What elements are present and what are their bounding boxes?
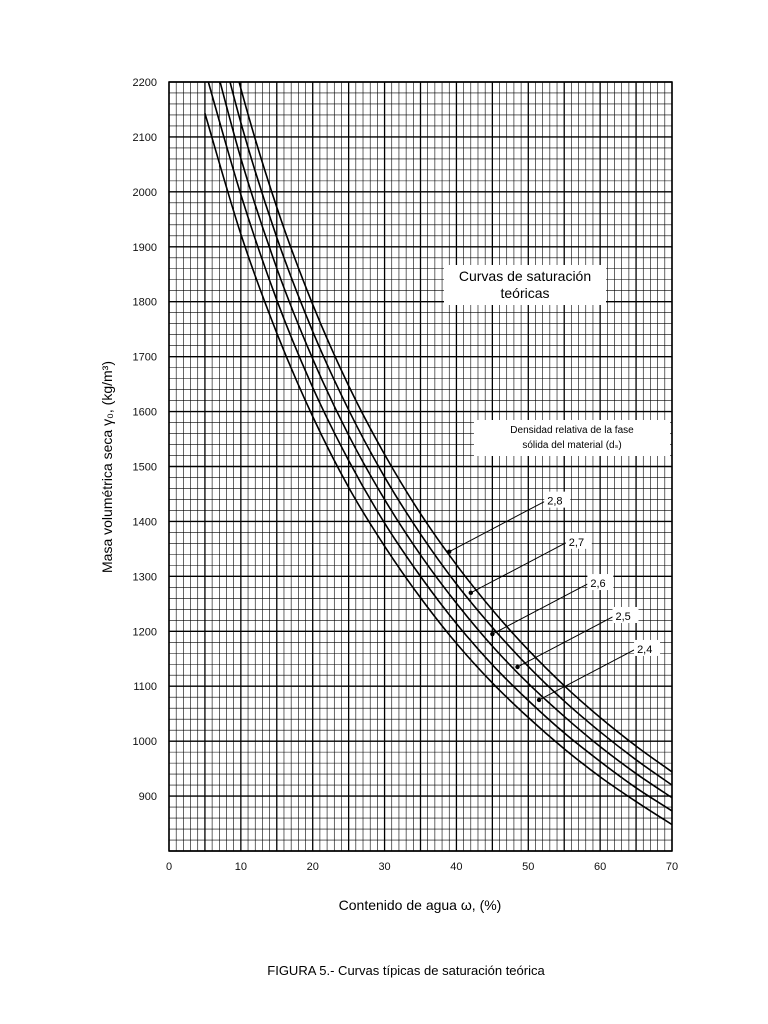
x-tick-label: 50 (522, 861, 535, 873)
x-tick-label: 40 (450, 861, 463, 873)
annotation-point (447, 549, 451, 553)
y-tick-label: 2200 (132, 77, 157, 89)
annotation-point (515, 665, 519, 669)
legend-title-line1: Curvas de saturación (458, 268, 592, 284)
y-tick-label: 1200 (132, 626, 157, 639)
y-tick-label: 1700 (132, 351, 157, 364)
legend-title-line2: teóricas (500, 285, 550, 301)
annotation-label: 2,5 (615, 610, 631, 623)
x-tick-label: 10 (234, 861, 247, 873)
y-tick-label: 1400 (132, 516, 157, 529)
y-tick-label: 1300 (132, 571, 157, 584)
y-tick-label: 1100 (133, 681, 157, 694)
y-tick-label: 1600 (132, 406, 157, 419)
y-tick-label: 1500 (132, 461, 157, 474)
y-axis-title: Masa volumétrica seca γ₀, (kg/m³) (99, 361, 115, 573)
y-tick-label: 1800 (132, 296, 157, 309)
x-tick-label: 20 (306, 861, 319, 873)
x-tick-label: 70 (665, 861, 679, 873)
y-tick-label: 900 (138, 791, 157, 804)
annotation-point (490, 632, 494, 636)
annotation-label: 2,7 (568, 536, 585, 549)
legend-subtitle-line2: sólida del material (dₛ) (522, 440, 622, 451)
y-tick-label: 2000 (132, 186, 157, 199)
y-tick-label: 1900 (132, 241, 157, 254)
y-tick-label: 2100 (132, 131, 157, 144)
annotation-label: 2,6 (590, 578, 606, 591)
annotation-point (469, 591, 473, 595)
legend-subtitle-line1: Densidad relativa de la fase (510, 425, 634, 436)
annotation-point (537, 698, 541, 702)
x-axis-title: Contenido de agua ω, (%) (338, 897, 502, 913)
x-tick-label: 60 (594, 861, 607, 873)
x-tick-label: 0 (165, 861, 173, 873)
figure-caption: FIGURA 5.- Curvas típicas de saturación teórica (267, 963, 545, 978)
x-tick-label: 30 (378, 861, 391, 873)
annotation-label: 2,8 (547, 495, 563, 508)
annotation-label: 2,4 (637, 643, 653, 656)
y-tick-label: 1000 (132, 736, 157, 749)
